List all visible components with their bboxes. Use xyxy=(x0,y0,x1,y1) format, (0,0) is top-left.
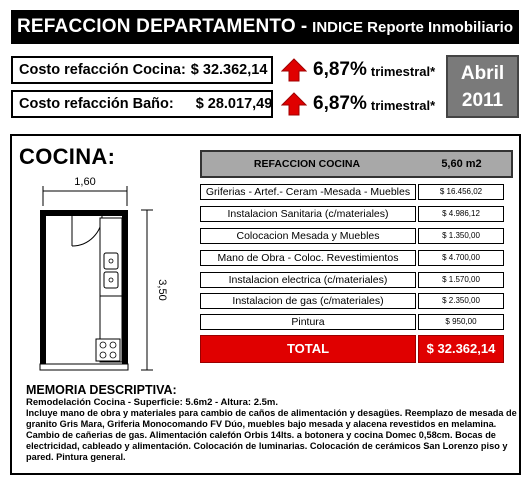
arrow-up-icon xyxy=(281,58,307,82)
memo-title: MEMORIA DESCRIPTIVA: xyxy=(26,383,177,397)
cost-value-bano: $ 28.017,49 xyxy=(195,96,273,112)
cost-table-title: REFACCION COCINA xyxy=(253,158,361,170)
row-value: $ 16.456,02 xyxy=(418,184,504,200)
row-label: Instalacion electrica (c/materiales) xyxy=(200,272,416,288)
change-percent-cocina: 6,87% xyxy=(313,59,367,80)
section-title: COCINA: xyxy=(19,144,116,169)
row-value: $ 2.350,00 xyxy=(418,293,504,309)
row-value: $ 1.350,00 xyxy=(418,228,504,244)
cost-label-cocina: Costo refacción Cocina: xyxy=(19,62,186,78)
cost-table-area: 5,60 m2 xyxy=(441,158,482,170)
report-year: 2011 xyxy=(461,90,504,111)
row-value: $ 1.570,00 xyxy=(418,272,504,288)
change-period-bano: trimestral* xyxy=(370,98,436,113)
memo-body: Incluye mano de obra y materiales para cambio de caños de alimentación y desagües. Reemplazo de mesada de granito Gris Mara, Griferia Monocomando FV Dúo, muebles bajo mesada y alacena revestidos en melamina. Cambio de cañerias de gas. Alimentación calefón Orbis 14lts. a botonera y cocina Domec 0,58cm. Bocas de electricidad, cableado y alimentación. Colocación de luminarias. Colocación de cerámicos San Lorenzo piso y pared. Pintura general. xyxy=(26,408,517,462)
change-indicator-bano xyxy=(281,92,435,116)
row-label: Mano de Obra - Coloc. Revestimientos xyxy=(200,250,416,266)
row-label: Instalacion de gas (c/materiales) xyxy=(200,293,416,309)
header-separator: - xyxy=(300,16,308,37)
report-date xyxy=(446,55,519,118)
total-label: TOTAL xyxy=(200,335,416,363)
change-period-cocina: trimestral* xyxy=(370,64,436,79)
row-label: Pintura xyxy=(200,314,416,330)
row-label: Griferias - Artef.- Ceram -Mesada - Muebles xyxy=(200,184,416,200)
table-row xyxy=(200,293,504,309)
report-header xyxy=(11,10,519,44)
change-indicator-cocina xyxy=(281,58,435,82)
table-row xyxy=(200,228,504,244)
row-value: $ 950,00 xyxy=(418,314,504,330)
table-row xyxy=(200,184,504,200)
total-row xyxy=(200,335,504,363)
memo-subtitle: Remodelación Cocina - Superficie: 5.6m2 - Altura: 2.5m. xyxy=(26,397,278,408)
cost-value-cocina: $ 32.362,14 xyxy=(190,62,268,78)
table-row xyxy=(200,272,504,288)
cost-label-bano: Costo refacción Baño: xyxy=(19,96,174,112)
header-title: REFACCION DEPARTAMENTO xyxy=(16,16,296,37)
table-row xyxy=(200,314,504,330)
row-value: $ 4.986,12 xyxy=(418,206,504,222)
kitchen-floor-plan xyxy=(12,136,202,376)
table-row xyxy=(200,250,504,266)
row-label: Colocacion Mesada y Muebles xyxy=(200,228,416,244)
plan-width-label: 1,60 xyxy=(74,176,96,188)
table-row xyxy=(200,206,504,222)
change-percent-bano: 6,87% xyxy=(313,93,367,114)
row-label: Instalacion Sanitaria (c/materiales) xyxy=(200,206,416,222)
row-value: $ 4.700,00 xyxy=(418,250,504,266)
kitchen-panel xyxy=(10,134,521,475)
descriptive-memo xyxy=(26,384,518,463)
cost-box-cocina xyxy=(11,56,273,84)
plan-length-label: 3,50 xyxy=(156,279,168,301)
cost-box-bano xyxy=(11,90,273,118)
cost-table-header xyxy=(200,150,513,178)
arrow-up-icon xyxy=(281,92,307,116)
total-value: $ 32.362,14 xyxy=(418,335,504,363)
header-subtitle: INDICE Reporte Inmobiliario xyxy=(312,18,514,36)
report-month: Abril xyxy=(460,63,505,84)
